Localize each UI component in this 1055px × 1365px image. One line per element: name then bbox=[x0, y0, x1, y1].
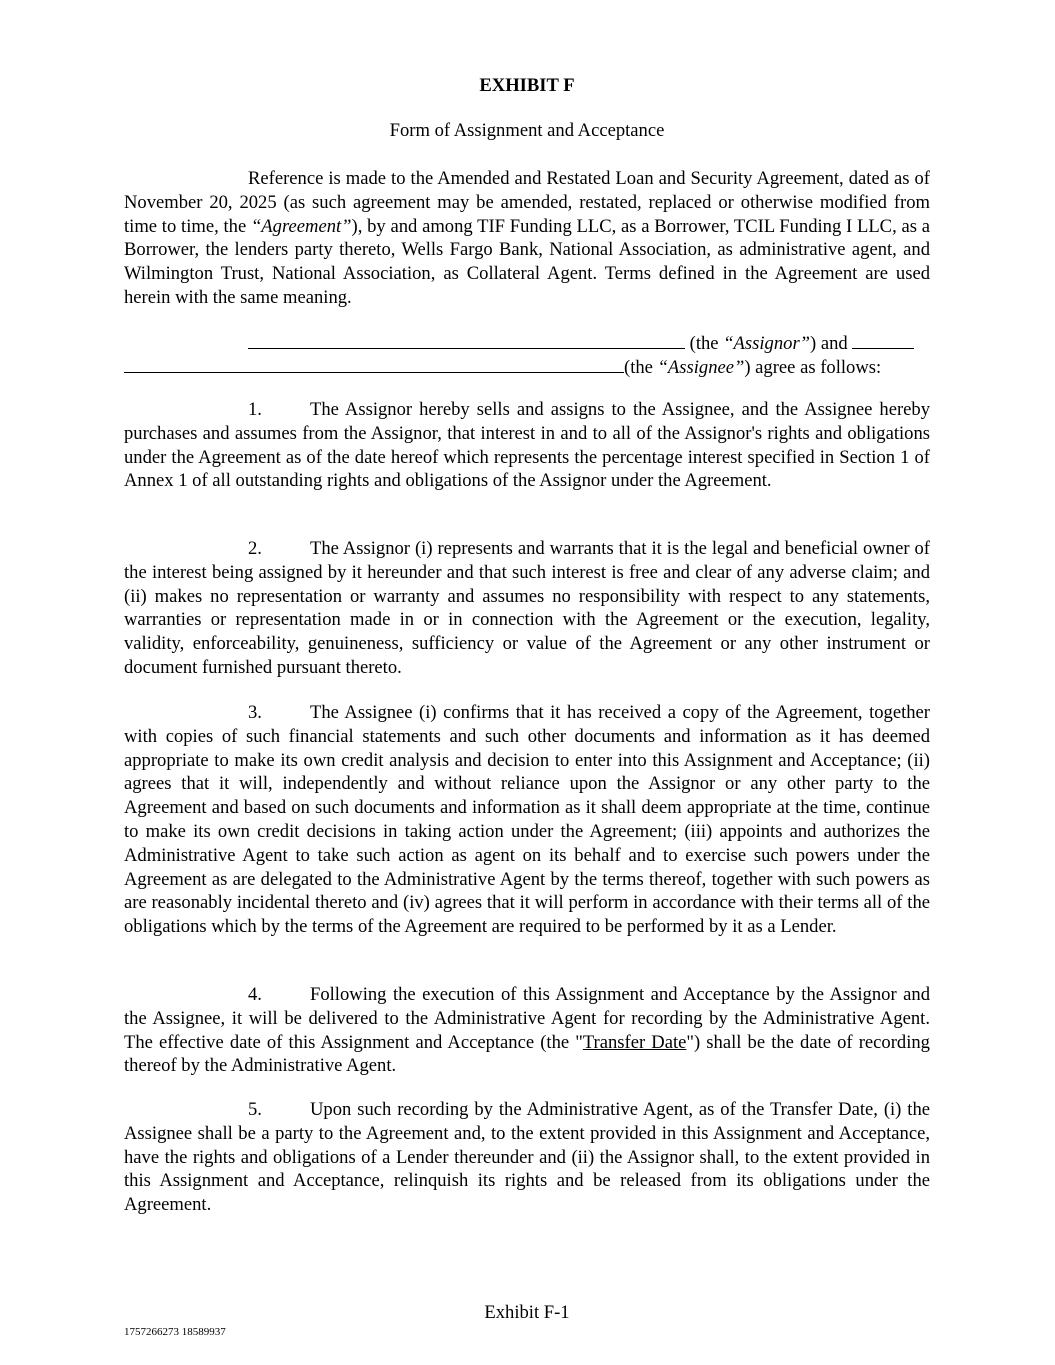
assignor-name-blank[interactable] bbox=[248, 330, 685, 349]
assignee-prefix: (the bbox=[624, 357, 658, 378]
section-2 bbox=[124, 537, 930, 680]
intro-text-part1: Reference is made to the Amended and Restated Loan and Security Agreement, dated as of November 20, 2025 (as such agreement may be amended, restated, replaced or otherwise modified from time to time, the bbox=[124, 168, 930, 237]
assignee-defined-term: “Assignee” bbox=[657, 357, 745, 378]
assignee-name-blank-start[interactable] bbox=[852, 330, 914, 349]
intro-text-part2: ), by and among TIF Funding LLC, as a Borrower, TCIL Funding I LLC, as a Borrower, the lenders party thereto, Wells Fargo Bank, National Association, as administrative agent, and Wilmington Trust, National Association, as Collateral Agent. Terms defined in the Agreement are used herein with the same meaning. bbox=[124, 215, 931, 308]
section-number: 5. bbox=[248, 1099, 262, 1120]
section-3 bbox=[124, 701, 930, 939]
section-text-after: ") shall be the date of recording thereof by the Administrative Agent. bbox=[124, 1031, 930, 1077]
section-text: The Assignor hereby sells and assigns to the Assignee, and the Assignee hereby purchases and assumes from the Assignor, that interest in and to all of the Assignor's rights and obligations under the Agreement as of the date hereof which represents the percentage interest specified in Section 1 of Annex 1 of all outstanding rights and obligations of the Assignor under the Agreement. bbox=[124, 399, 930, 492]
document-page bbox=[124, 0, 930, 1365]
section-number: 3. bbox=[248, 702, 262, 723]
page-footer: Exhibit F-1 bbox=[484, 1302, 570, 1323]
section-number: 4. bbox=[248, 984, 262, 1005]
section-text-before: Following the execution of this Assignment and Acceptance by the Assignor and the Assignee, it will be delivered to the Administrative Agent for recording by the Administrative Agent. The effective date of this Assignment and Acceptance (the " bbox=[124, 984, 930, 1053]
section-number: 2. bbox=[248, 538, 262, 559]
assignor-line bbox=[124, 330, 930, 356]
section-text: The Assignor (i) represents and warrants that it is the legal and beneficial owner of the interest being assigned by it hereunder and that such interest is free and clear of any adverse claim; and (ii) makes no representation or warranty and assumes no responsibility with respect to any statements, warranties or representation made in or in connection with the Agreement or the execution, legality, validity, enforceability, genuineness, sufficiency or value of the Agreement or any other instrument or document furnished pursuant thereto. bbox=[124, 538, 930, 678]
agreement-defined-term: “Agreement” bbox=[250, 215, 352, 237]
section-1 bbox=[124, 398, 930, 493]
section-number: 1. bbox=[248, 399, 262, 420]
exhibit-title: EXHIBIT F bbox=[479, 75, 575, 96]
document-id: 1757266273 18589937 bbox=[124, 1326, 226, 1338]
assignor-prefix: (the bbox=[685, 333, 724, 354]
section-text: The Assignee (i) confirms that it has received a copy of the Agreement, together with copies of such financial statements and such other documents and information as it has deemed appropriate to make its own credit analysis and decision to enter into this Assignment and Acceptance; (ii) agrees that it will, independently and without reliance upon the Assignor or any other party to the Agreement and based on such documents and information as it shall deem appropriate at the time, continue to make its own credit decisions in taking action under the Agreement; (iii) appoints and authorizes the Administrative Agent to take such action as agent on its behalf and to exercise such powers under the Agreement as are delegated to the Administrative Agent by the terms thereof, together with such powers as are reasonably incidental thereto and (iv) agrees that it will perform in accordance with their terms all of the obligations which by the terms of the Agreement are required to be performed by it as a Lender. bbox=[124, 702, 930, 938]
intro-paragraph bbox=[124, 167, 930, 310]
assignee-name-blank[interactable] bbox=[124, 354, 624, 373]
assignee-suffix: ) agree as follows: bbox=[744, 357, 882, 378]
transfer-date-defined-term: Transfer Date bbox=[582, 1031, 687, 1053]
section-5 bbox=[124, 1098, 930, 1217]
form-subtitle: Form of Assignment and Acceptance bbox=[389, 120, 665, 141]
section-text: Upon such recording by the Administrative Agent, as of the Transfer Date, (i) the Assignee shall be a party to the Agreement and, to the extent provided in this Assignment and Acceptance, have the rights and obligations of a Lender thereunder and (ii) the Assignor shall, to the extent provided in this Assignment and Acceptance, relinquish its rights and be released from its obligations under the Agreement. bbox=[124, 1099, 930, 1216]
assignee-line bbox=[124, 354, 930, 380]
section-4 bbox=[124, 983, 930, 1078]
assignor-defined-term: “Assignor” bbox=[723, 333, 811, 354]
assignor-suffix: ) and bbox=[810, 333, 853, 354]
